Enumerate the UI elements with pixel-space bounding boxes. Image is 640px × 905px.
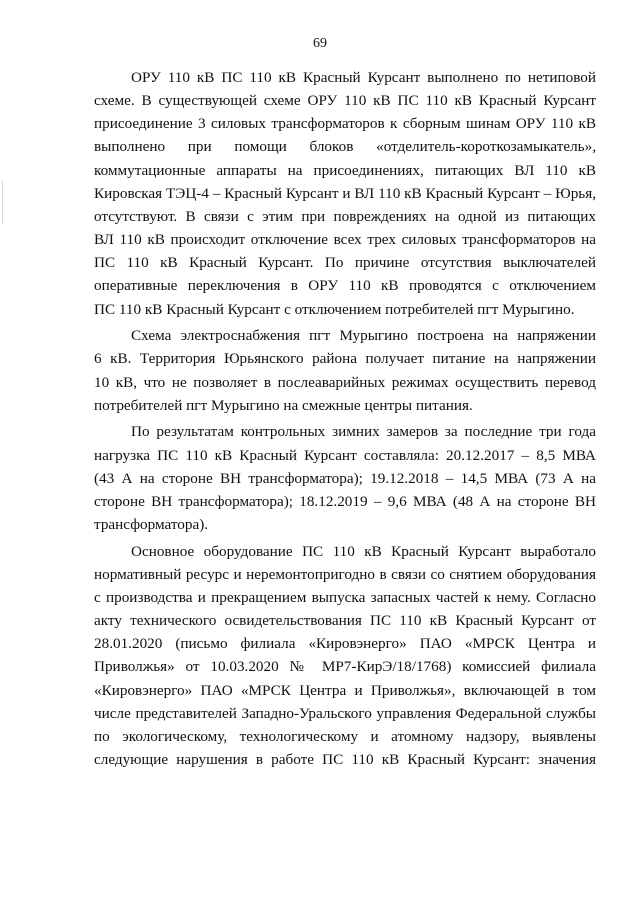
- text-line: числе представителей Западно-Уральского управления Федеральной службы: [94, 704, 596, 722]
- text-line: «Кировэнерго» ПАО «МРСК Центра и Приволжья», включающей в том: [94, 681, 596, 699]
- text-line: Схема электроснабжения пгт Мурыгино построена на напряжении: [131, 327, 596, 345]
- text-line: потребителей пгт Мурыгино на смежные центры питания.: [94, 396, 473, 414]
- text-line: (43 А на стороне ВН трансформатора); 19.12.2018 – 14,5 МВА (73 А на: [94, 469, 596, 487]
- text-line: схеме. В существующей схеме ОРУ 110 кВ ПС 110 кВ Красный Курсант: [94, 92, 596, 110]
- text-line: ПС 110 кВ Красный Курсант. По причине отсутствия выключателей: [94, 254, 596, 272]
- paragraph-4: [94, 540, 596, 772]
- text-line: оперативные переключения в ОРУ 110 кВ проводятся с отключением: [94, 277, 596, 295]
- paragraph-2: [94, 324, 596, 417]
- text-line: Кировская ТЭЦ-4 – Красный Курсант и ВЛ 110 кВ Красный Курсант – Юрья,: [94, 184, 596, 202]
- text-line: 28.01.2020 (письмо филиала «Кировэнерго» ПАО «МРСК Центра и: [94, 635, 596, 653]
- text-line: 10 кВ, что не позволяет в послеаварийных режимах осуществить перевод: [94, 373, 596, 391]
- text-line: выполнено при помощи блоков «отделитель-короткозамыкатель»,: [94, 138, 596, 156]
- paragraph-1: [94, 66, 596, 321]
- text-line: 6 кВ. Территория Юрьянского района получает питание на напряжении: [94, 350, 596, 368]
- scan-margin-mark: [2, 180, 3, 224]
- text-line: акту технического освидетельствования ПС 110 кВ Красный Курсант от: [94, 612, 596, 630]
- text-line: стороне ВН трансформатора); 18.12.2019 – 9,6 МВА (48 А на стороне ВН: [94, 492, 596, 510]
- text-line: нормативный ресурс и неремонтопригодно в связи со снятием оборудования: [94, 565, 596, 583]
- text-line: По результатам контрольных зимних замеров за последние три года: [131, 423, 596, 441]
- text-line: следующие нарушения в работе ПС 110 кВ Красный Курсант: значения: [94, 751, 596, 769]
- text-line: нагрузка ПС 110 кВ Красный Курсант составляла: 20.12.2017 – 8,5 МВА: [94, 446, 596, 464]
- text-line: по экологическому, технологическому и атомному надзору, выявлены: [94, 727, 596, 745]
- page-number: 69: [313, 36, 327, 51]
- text-line: трансформатора).: [94, 515, 209, 533]
- text-line: Приволжья» от 10.03.2020 № МР7-КирЭ/18/1768) комиссией филиала: [94, 658, 596, 676]
- text-line: коммутационные аппараты на присоединениях, питающих ВЛ 110 кВ: [94, 161, 596, 179]
- text-line: отсутствуют. В связи с этим при повреждениях на одной из питающих: [94, 207, 596, 225]
- paragraph-3: [94, 420, 596, 536]
- text-line: с производства и прекращением выпуска запасных частей к нему. Согласно: [94, 588, 596, 606]
- text-line: Основное оборудование ПС 110 кВ Красный Курсант выработало: [131, 542, 596, 560]
- text-line: присоединение 3 силовых трансформаторов к сборным шинам ОРУ 110 кВ: [94, 115, 596, 133]
- text-line: ВЛ 110 кВ происходит отключение всех трех силовых трансформаторов на: [94, 231, 596, 249]
- text-line: ОРУ 110 кВ ПС 110 кВ Красный Курсант выполнено по нетиповой: [131, 69, 596, 86]
- text-line: ПС 110 кВ Красный Курсант с отключением потребителей пгт Мурыгино.: [94, 300, 575, 318]
- body-text: [94, 66, 596, 771]
